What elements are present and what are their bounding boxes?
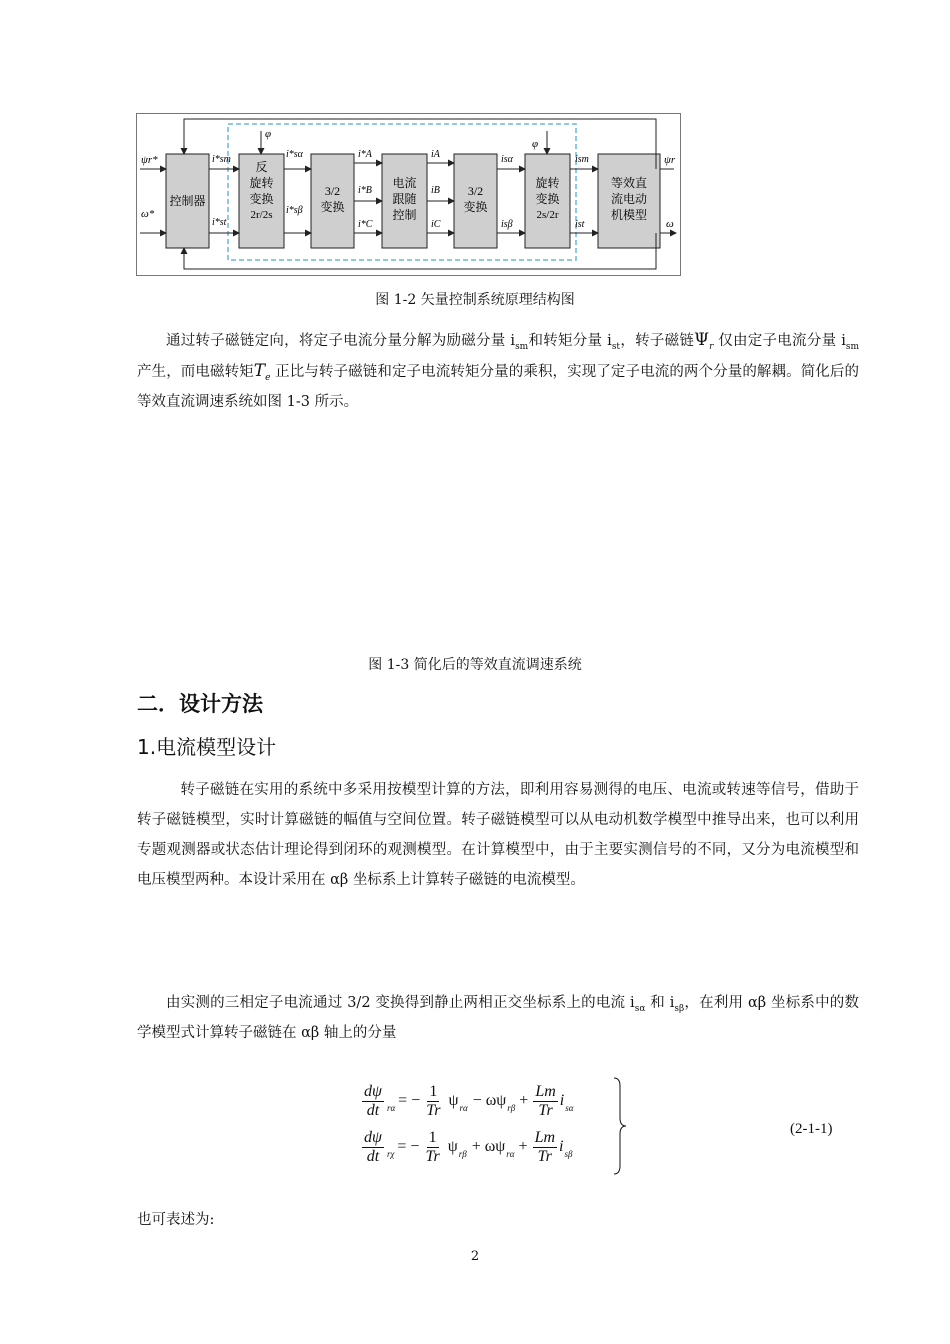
- svg-text:等效直: 等效直: [610, 176, 648, 190]
- page-number: 2: [470, 1249, 480, 1264]
- svg-text:iC: iC: [431, 219, 441, 230]
- svg-text:变换: 变换: [463, 200, 488, 214]
- svg-text:φ: φ: [532, 138, 539, 150]
- svg-text:变换: 变换: [320, 200, 345, 214]
- svg-text:2s/2r: 2s/2r: [536, 209, 559, 221]
- svg-text:i*st: i*st: [212, 217, 227, 228]
- svg-text:旋转: 旋转: [249, 176, 274, 190]
- svg-text:i*A: i*A: [358, 149, 372, 160]
- svg-text:控制: 控制: [392, 208, 417, 222]
- svg-text:旋转: 旋转: [535, 176, 560, 190]
- paragraph-4: 也可表述为:: [137, 1212, 215, 1228]
- figure-1-2-caption: 图 1-2 矢量控制系统原理结构图: [375, 292, 575, 308]
- svg-text:流电动: 流电动: [610, 192, 648, 206]
- subsection-heading-current-model: 1.电流模型设计: [137, 735, 277, 759]
- omega-out-label: ω: [666, 218, 674, 230]
- psi-ref-label: ψr*: [141, 154, 158, 166]
- svg-text:变换: 变换: [249, 192, 274, 206]
- paragraph-3: 由实测的三相定子电流通过 3/2 变换得到静止两相正交坐标系上的电流 $i_{s\alpha}$ 和 $i_{s\beta}$，在利用 αβ 坐标系中的数学模型式计算转子磁链在 αβ 轴上的分量: [137, 995, 859, 1041]
- vector-control-diagram: [136, 113, 681, 276]
- svg-text:反: 反: [255, 160, 268, 174]
- svg-text:i*sβ: i*sβ: [286, 205, 303, 216]
- svg-text:i*sm: i*sm: [212, 154, 231, 165]
- svg-text:isβ: isβ: [501, 219, 513, 230]
- figure-1-3-caption: 图 1-3 简化后的等效直流调速系统: [368, 657, 582, 673]
- paragraph-1: 通过转子磁链定向，将定子电流分量分解为励磁分量 $i_{sm}$和转矩分量 $i_{st}$，转子磁链$\Psi_r$ 仅由定子电流分量 $i_{sm}$产生，而电磁转矩$T_e$ 正比与转子磁链和定子电流转矩分量的乘积，实现了定子电流的两个分量的解耦。简化后的等效直流调速系统如图 1-3 所示。: [137, 330, 860, 410]
- figure-1-2: [136, 113, 681, 276]
- equation-brace: [612, 1076, 628, 1176]
- equation-2-1-1: [360, 1078, 574, 1170]
- equation-number: (2-1-1): [790, 1121, 833, 1137]
- svg-text:i*sα: i*sα: [286, 149, 303, 160]
- controller-label: 控制器: [169, 194, 206, 208]
- svg-text:iB: iB: [431, 185, 440, 196]
- equation-line-1: $\frac{d\psi}{dt}$ rα = − $\frac{1}{Tr}$ ψ rα − ωψ rβ + $\frac{Lm}{Tr}$ i sα: [364, 1082, 574, 1119]
- svg-text:机模型: 机模型: [610, 208, 648, 222]
- svg-text:2r/2s: 2r/2s: [250, 209, 273, 221]
- psi-out-label: ψr: [664, 154, 676, 166]
- svg-text:iA: iA: [431, 149, 440, 160]
- svg-text:ist: ist: [575, 219, 585, 230]
- svg-text:3/2: 3/2: [324, 184, 341, 198]
- svg-text:i*C: i*C: [358, 219, 373, 230]
- svg-text:跟随: 跟随: [392, 192, 417, 206]
- section-heading-design-method: 二．设计方法: [137, 692, 263, 716]
- svg-text:ism: ism: [575, 154, 589, 165]
- svg-text:变换: 变换: [535, 192, 560, 206]
- svg-text:3/2: 3/2: [467, 184, 484, 198]
- omega-ref-label: ω*: [141, 208, 155, 220]
- svg-text:i*B: i*B: [358, 185, 372, 196]
- paragraph-2: 转子磁链在实用的系统中多采用按模型计算的方法，即利用容易测得的电压、电流或转速等信号，借助于转子磁链模型，实时计算磁链的幅值与空间位置。转子磁链模型可以从电动机数学模型中推导出来，也可以利用专题观测器或状态估计理论得到闭环的观测模型。在计算模型中，由于主要实测信号的不同，又分为电流模型和电压模型两种。本设计采用在 αβ 坐标系上计算转子磁链的电流模型。: [137, 782, 859, 888]
- svg-text:电流: 电流: [392, 176, 417, 190]
- equation-line-2: $\frac{d\psi}{dt}$ rχ = − $\frac{1}{Tr}$ ψ rβ + ωψ rα + $\frac{Lm}{Tr}$ i sβ: [364, 1128, 573, 1165]
- svg-text:φ: φ: [265, 128, 272, 140]
- svg-text:isα: isα: [501, 154, 513, 165]
